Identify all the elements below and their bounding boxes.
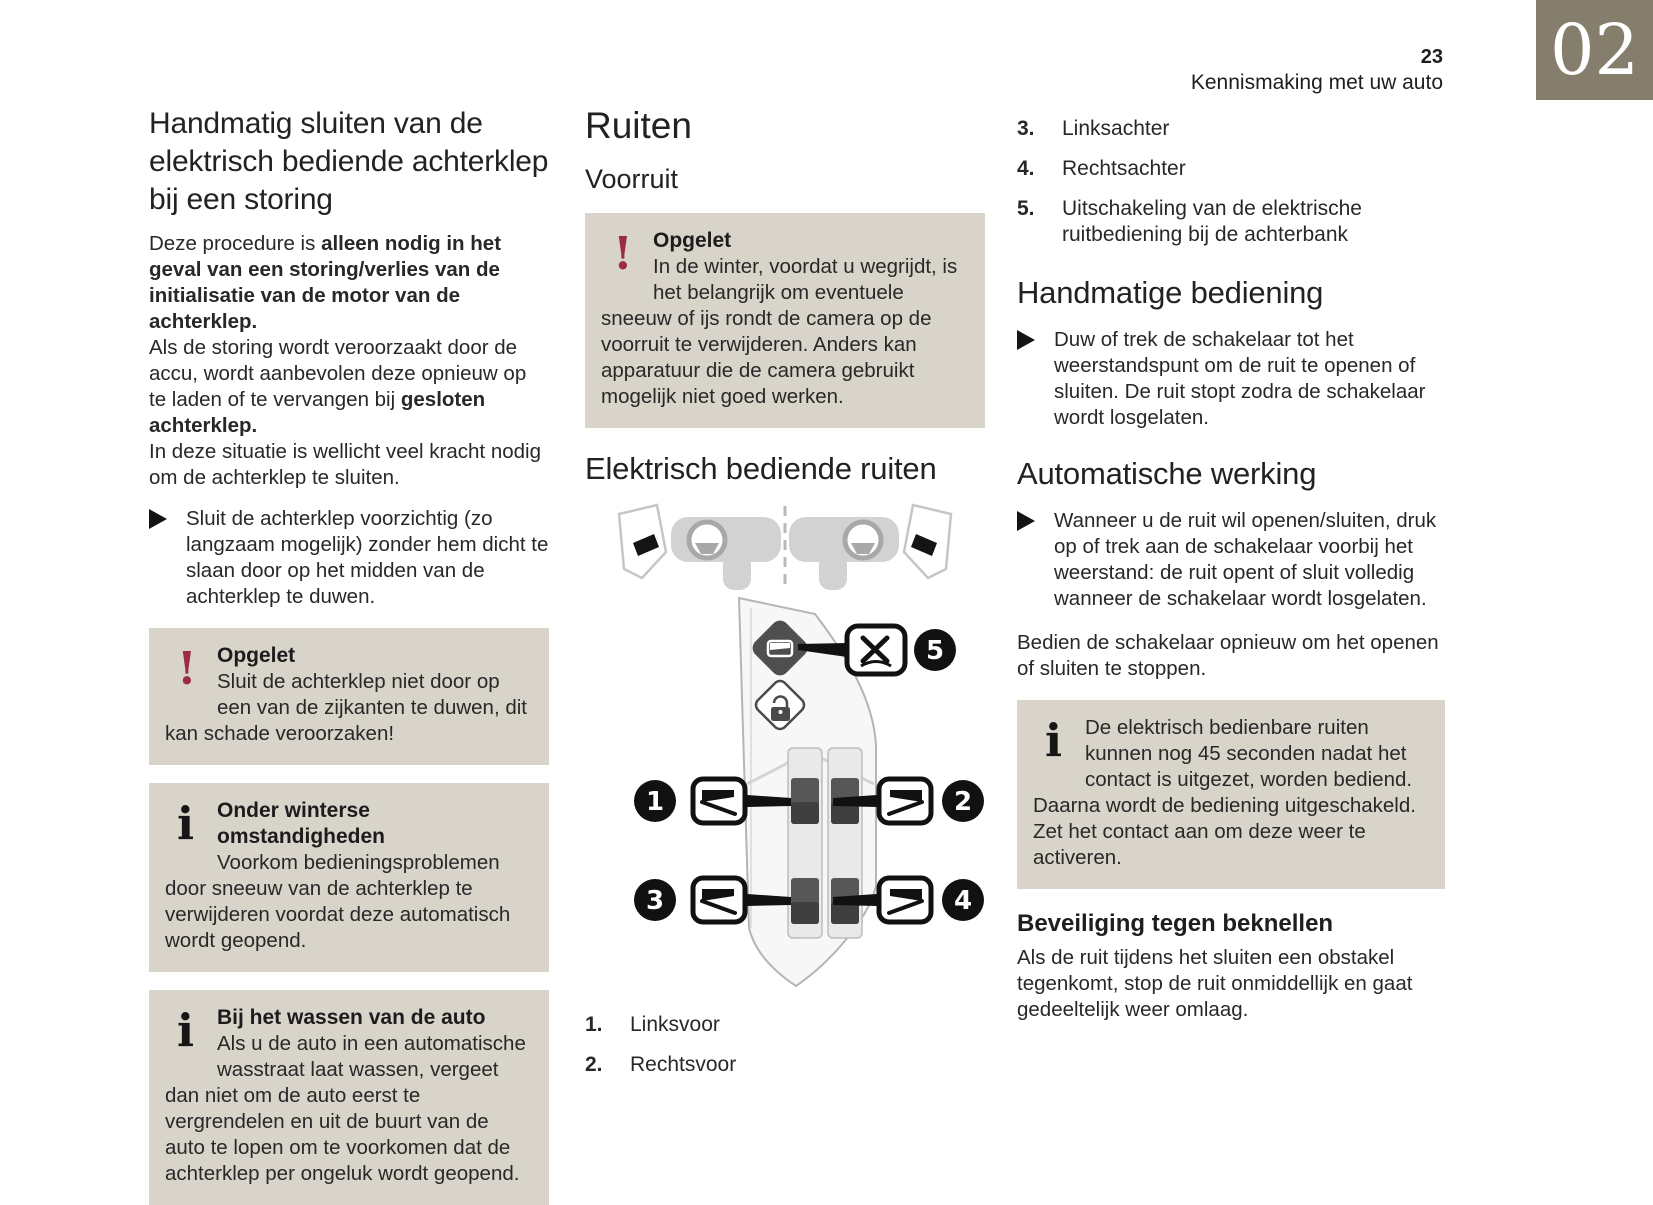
legend-item-4 [1017,156,1445,182]
instruction-text: Sluit de achterklep voorzichtig (zo langzaam mogelijk) zonder hem dicht te slaan door op het midden van de achterklep te duwen. [186,507,549,608]
callout-number-5: 5 [925,636,945,666]
subsection-windscreen: Voorruit [585,164,679,194]
left-column [149,105,549,1205]
subsection-anti-pinch: Beveiliging tegen beknellen [1017,910,1334,937]
info-icon: i [1045,714,1063,767]
legend-number: 5. [1017,197,1035,220]
lock-icon-keyhole [779,710,783,714]
instruction-item [149,506,549,610]
chapter-number-badge: 02 [1536,0,1653,100]
section-title-power-windows: Elektrisch bediende ruiten [585,451,937,486]
chapter-title: Kennismaking met uw auto [1190,71,1443,94]
switch-shadow [791,902,819,924]
legend-item-2 [585,1052,985,1078]
warning-box [149,628,549,765]
section-title-windows: Ruiten [585,105,692,146]
warning-icon: ! [177,642,197,695]
section-title-tailgate: Handmatig sluiten van de elektrisch bediende achterklep bij een storing [149,107,549,216]
info-box-carwash [149,990,549,1205]
bullet-arrow-icon [1017,330,1035,350]
info-box-winter [149,783,549,972]
legend-number: 4. [1017,157,1035,180]
text-run-bold: alleen nodig in het geval van een storing/verlies van de initialisatie van de motor van de achterklep. [149,232,502,333]
legend-number: 2. [585,1053,603,1076]
instruction-text: Wanneer u de ruit wil openen/sluiten, druk op of trek aan de schakelaar voorbij het weerstand: de ruit opent of sluit volledig wanneer de schakelaar wordt losgelaten. [1054,509,1437,610]
callout-number-2: 2 [953,787,973,817]
text-run-bold: gesloten achterklep. [149,388,486,437]
callout-number-1: 1 [645,787,665,817]
right-column [1017,110,1445,1023]
info-title: Onder winterse omstandigheden [217,799,386,848]
instruction-text: Duw of trek de schakelaar tot het weerstandspunt om de ruit te openen of sluiten. De ruit stopt zodra de schakelaar wordt losgelaten. [1054,328,1426,429]
power-windows-diagram [585,498,985,998]
middle-column [585,105,985,1078]
instruction-item [1017,508,1445,612]
page-number: 23 [1420,46,1443,68]
info-icon: i [177,797,195,850]
paragraph [149,335,549,439]
instruction-item [1017,327,1445,431]
car-top-view-left [619,505,781,590]
switch-shadow [791,802,819,824]
bullet-arrow-icon [1017,511,1035,531]
legend-label: Uitschakeling van de elektrische ruitbediening bij de achterbank [1062,197,1362,246]
legend-label: Linksvoor [630,1013,720,1036]
info-title: Bij het wassen van de auto [217,1006,486,1029]
info-text: De elektrisch bedienbare ruiten kunnen nog 45 seconden nadat het contact is uitgezet, worden bediend. Daarna wordt de bediening uitgeschakeld. Zet het contact aan om deze weer te activeren. [1033,716,1416,869]
text-run: Als de storing wordt veroorzaakt door de accu, wordt aanbevolen deze opnieuw op te laden of te vervangen bij [149,336,527,411]
warning-title: Opgelet [653,229,732,252]
info-icon: i [177,1004,195,1057]
paragraph [149,231,549,335]
info-text: Voorkom bedieningsproblemen door sneeuw van de achterklep te verwijderen voordat deze automatisch wordt geopend. [165,851,511,952]
car-top-view-right [789,505,951,590]
legend-number: 1. [585,1013,603,1036]
paragraph: In deze situatie is wellicht veel kracht nodig om de achterklep te sluiten. [149,440,541,489]
legend-label: Rechtsachter [1062,157,1186,180]
legend-number: 3. [1017,117,1035,140]
legend-item-1 [585,1012,985,1038]
info-box-windows [1017,700,1445,889]
legend-label: Rechtsvoor [630,1053,737,1076]
section-title-automatic-operation: Automatische werking [1017,456,1317,491]
text-run: Deze procedure is [149,232,322,255]
warning-text: In de winter, voordat u wegrijdt, is het belangrijk om eventuele sneeuw of ijs rondt de camera op de voorruit te verwijderen. Anders kan apparatuur die de camera gebruikt mogelijk niet goed werken. [601,255,958,408]
bullet-arrow-icon [149,509,167,529]
section-title-manual-operation: Handmatige bediening [1017,275,1324,310]
legend-label: Linksachter [1062,117,1170,140]
paragraph: Als de ruit tijdens het sluiten een obstakel tegenkomt, stop de ruit onmiddellijk en gaat gedeeltelijk weer omlaag. [1017,946,1413,1021]
warning-title: Opgelet [217,644,296,667]
warning-box [585,213,985,428]
warning-text: Sluit de achterklep niet door op een van de zijkanten te duwen, dit kan schade veroorzaken! [165,670,527,745]
paragraph: Bedien de schakelaar opnieuw om het openen of sluiten te stoppen. [1017,631,1439,680]
warning-icon: ! [613,227,633,280]
callout-number-3: 3 [645,886,665,916]
car-console-shape [723,554,751,590]
callout-number-4: 4 [953,886,973,916]
legend-item-3 [1017,116,1445,142]
legend-item-5 [1017,196,1445,248]
info-text: Als u de auto in een automatische wasstraat laat wassen, vergeet dan niet om de auto eerst te vergrendelen en uit de buurt van de auto te lopen om te voorkomen dat de achterklep per ongeluk wordt geopend. [165,1032,526,1185]
